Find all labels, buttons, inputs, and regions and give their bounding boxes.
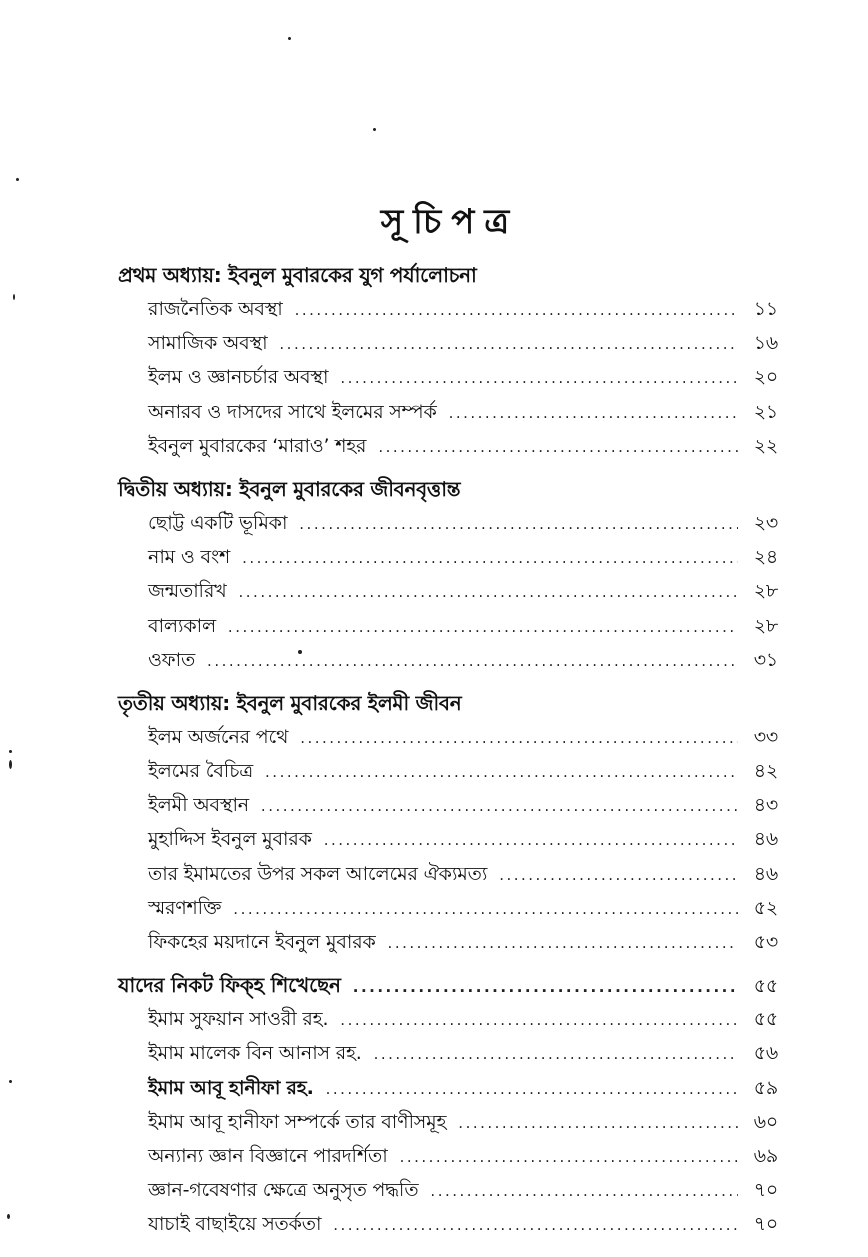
toc-entry[interactable] — [118, 643, 778, 677]
dot-leader — [340, 361, 738, 395]
dot-leader — [265, 755, 738, 789]
toc-entry[interactable] — [118, 1036, 778, 1070]
entry-page-number: ২৪ — [753, 546, 778, 569]
toc-section — [118, 968, 778, 1241]
toc-entry[interactable] — [118, 292, 778, 326]
entry-page-number: ২২ — [753, 434, 778, 457]
scan-speck — [16, 178, 19, 181]
entry-label: অনারব ও দাসদের সাথে ইলমের সম্পর্ক — [148, 400, 437, 423]
toc-entry[interactable] — [118, 720, 778, 754]
dot-leader — [378, 430, 738, 464]
dot-leader — [400, 1140, 738, 1174]
entry-label: ইলম ও জ্ঞানচর্চার অবস্থা — [148, 366, 329, 389]
entry-label: ওফাত — [148, 648, 196, 671]
toc-title: সূচিপত্র — [380, 202, 520, 242]
toc-section — [118, 258, 778, 463]
entry-page-number: ৫৫ — [753, 975, 778, 998]
chapter-heading: প্রথম অধ্যায়: ইবনুল মুবারকের যুগ পর্যালোচনা — [118, 263, 477, 287]
entry-page-number: ৫২ — [753, 896, 778, 919]
entry-label: ছোট্ট একটি ভূমিকা — [148, 511, 288, 534]
dot-leader — [279, 327, 738, 361]
entry-label: রাজনৈতিক অবস্থা — [148, 298, 283, 320]
table-of-contents — [118, 258, 778, 1251]
dot-leader — [261, 789, 738, 823]
toc-entry[interactable] — [118, 609, 778, 643]
dot-leader — [449, 396, 738, 430]
entry-page-number: ৪২ — [753, 760, 778, 783]
entry-page-number: ২৮ — [753, 580, 778, 603]
toc-entry[interactable] — [118, 1002, 778, 1036]
entry-page-number: ৬৯ — [753, 1144, 778, 1167]
entry-page-number: ৪৬ — [753, 828, 778, 851]
entry-page-number: ৭০ — [753, 1213, 778, 1236]
entry-label: মুহাদ্দিস ইবনুল মুবারক — [148, 828, 312, 851]
toc-section — [118, 472, 778, 677]
entry-label: জ্ঞান-গবেষণার ক্ষেত্রে অনুসৃত পদ্ধতি — [148, 1179, 419, 1202]
toc-entry[interactable] — [118, 1071, 778, 1105]
dot-leader — [458, 1106, 738, 1140]
entry-page-number: ২৮ — [753, 614, 778, 637]
toc-entry[interactable] — [118, 822, 778, 856]
scan-speck — [373, 128, 376, 131]
section-heading-label: যাদের নিকট ফিক্‌হ শিখেছেন — [118, 973, 341, 998]
dot-leader — [239, 575, 738, 609]
entry-page-number: ৭০ — [753, 1179, 778, 1202]
toc-entry[interactable] — [118, 326, 778, 360]
dot-leader — [326, 1072, 738, 1106]
entry-page-number: ১১ — [753, 298, 778, 320]
dot-leader — [324, 823, 738, 857]
scan-speck — [9, 760, 12, 769]
scan-speck — [13, 294, 15, 300]
entry-page-number: ৫৩ — [753, 931, 778, 953]
dot-leader — [207, 644, 738, 678]
dot-leader — [374, 1037, 738, 1071]
dot-leader — [430, 1174, 738, 1208]
dot-leader — [299, 507, 738, 541]
toc-entry[interactable] — [118, 1139, 778, 1173]
entry-page-number: ৪৩ — [753, 794, 778, 817]
entry-page-number: ৩১ — [753, 648, 778, 671]
toc-entry[interactable] — [118, 754, 778, 788]
entry-page-number: ৩৩ — [753, 725, 778, 748]
toc-entry[interactable] — [118, 891, 778, 925]
toc-entry[interactable] — [118, 506, 778, 540]
entry-page-number: ২১ — [753, 400, 778, 423]
toc-entry[interactable] — [118, 574, 778, 608]
chapter-heading: দ্বিতীয় অধ্যায়: ইবনুল মুবারকের জীবনবৃত্তান্ত — [118, 476, 461, 501]
scan-speck — [9, 1080, 12, 1083]
dot-leader — [340, 1003, 738, 1037]
dot-leader — [333, 1208, 738, 1242]
dot-leader — [228, 610, 738, 644]
entry-page-number: ২০ — [753, 366, 778, 389]
section-heading-entry[interactable] — [118, 968, 778, 1002]
toc-section — [118, 686, 778, 959]
toc-entry[interactable] — [118, 395, 778, 429]
entry-label: বাল্যকাল — [148, 614, 216, 637]
dot-leader — [233, 892, 738, 926]
toc-entry[interactable] — [118, 788, 778, 822]
entry-page-number: ৫৬ — [753, 1042, 778, 1065]
dot-leader — [242, 541, 738, 575]
entry-label: ইমাম সুফয়ান সাওরী রহ. — [148, 1008, 329, 1031]
entry-label: নাম ও বংশ — [148, 546, 231, 569]
entry-label: ইবনুল মুবারকের ‘মারাও’ শহর — [148, 434, 367, 457]
entry-page-number: ১৬ — [753, 332, 778, 355]
toc-entry[interactable] — [118, 1173, 778, 1207]
dot-leader — [388, 926, 738, 960]
entry-label: সামাজিক অবস্থা — [148, 332, 268, 355]
entry-label: ইলমী অবস্থান — [148, 794, 249, 817]
entry-page-number: ৫৯ — [753, 1076, 778, 1099]
entry-page-number: ২৩ — [753, 511, 778, 534]
dot-leader — [295, 293, 738, 327]
scan-speck — [288, 37, 291, 40]
toc-entry[interactable] — [118, 1207, 778, 1241]
entry-label: যাচাই বাছাইয়ে সতর্কতা — [148, 1213, 322, 1236]
entry-label: জন্মতারিখ — [148, 580, 227, 603]
entry-label: স্মরণশক্তি — [148, 896, 222, 919]
entry-label: তার ইমামতের উপর সকল আলেমের ঐক্যমত্য — [148, 862, 488, 885]
toc-entry[interactable] — [118, 925, 778, 959]
dot-leader — [353, 970, 738, 1004]
scan-speck — [9, 750, 12, 753]
entry-label: ইমাম আবূ হানীফা সম্পর্কে তার বাণীসমূহ — [148, 1110, 447, 1133]
dot-leader — [300, 721, 738, 755]
toc-entry[interactable] — [118, 429, 778, 463]
entry-label: ইমাম আবূ হানীফা রহ. — [148, 1076, 314, 1099]
toc-entry[interactable] — [118, 1105, 778, 1139]
entry-page-number: ৫৫ — [753, 1008, 778, 1031]
entry-label: ইলম অর্জনের পথে — [148, 725, 289, 748]
toc-entry[interactable] — [118, 360, 778, 394]
entry-label: ইলমের বৈচিত্র — [148, 760, 254, 783]
entry-label: ফিকহের ময়দানে ইবনুল মুবারক — [148, 931, 376, 953]
chapter-heading: তৃতীয় অধ্যায়: ইবনুল মুবারকের ইলমী জীবন — [118, 690, 462, 715]
toc-entry[interactable] — [118, 857, 778, 891]
dot-leader — [499, 858, 738, 892]
entry-label: অন্যান্য জ্ঞান বিজ্ঞানে পারদর্শিতা — [148, 1144, 388, 1167]
entry-page-number: ৬০ — [753, 1110, 778, 1133]
scan-speck — [7, 1214, 10, 1219]
entry-label: ইমাম মালেক বিন আনাস রহ. — [148, 1042, 362, 1065]
entry-page-number: ৪৬ — [753, 862, 778, 885]
toc-entry[interactable] — [118, 540, 778, 574]
